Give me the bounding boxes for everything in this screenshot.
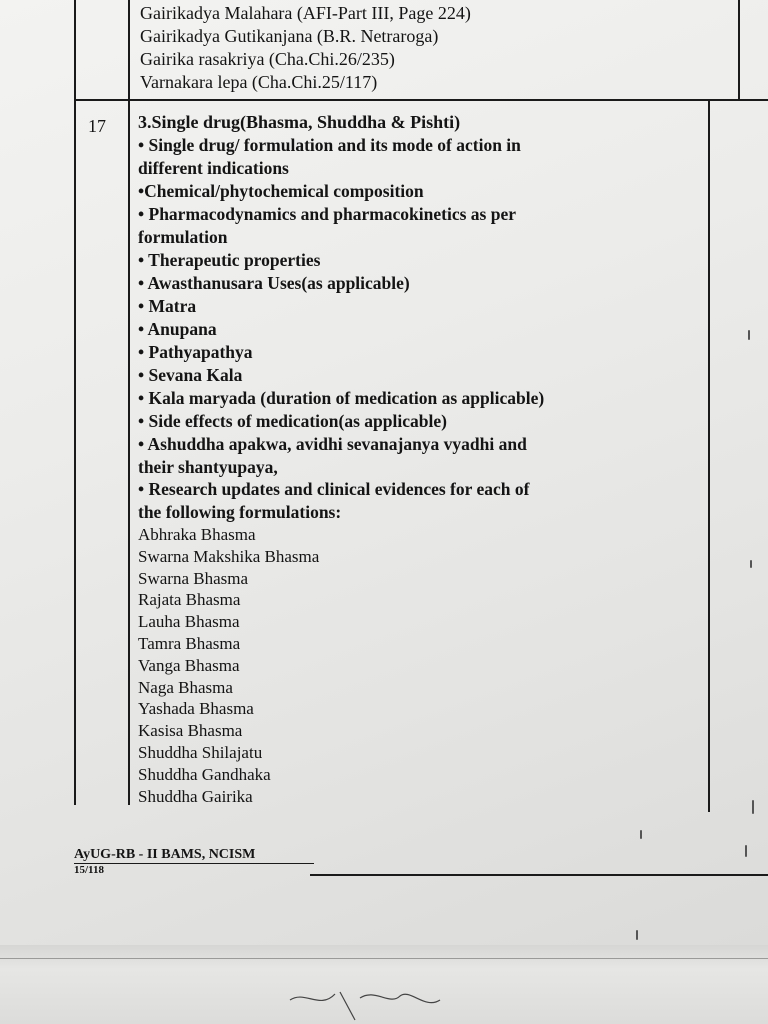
table-row-divider bbox=[74, 99, 768, 101]
page-number: 15/118 bbox=[74, 864, 104, 876]
paper-edge-line bbox=[0, 958, 768, 959]
formulation-item: Vanga Bhasma bbox=[138, 655, 240, 675]
footer-rule bbox=[74, 863, 314, 864]
scan-speck bbox=[752, 800, 754, 814]
scan-speck bbox=[748, 330, 750, 340]
bullet-line: • Single drug/ formulation and its mode of action in bbox=[138, 135, 521, 155]
row-content bbox=[138, 111, 698, 807]
bullet-line: • Pharmacodynamics and pharmacokinetics as per bbox=[138, 204, 517, 224]
bullet-line: formulation bbox=[138, 227, 228, 247]
bullet-line: • Kala maryada (duration of medication as applicable) bbox=[138, 388, 545, 408]
bullet-line: •Chemical/phytochemical composition bbox=[138, 181, 424, 201]
bullet-line: • Sevana Kala bbox=[138, 365, 243, 385]
continuation-line: Gairikadya Malahara (AFI-Part III, Page 224) bbox=[140, 3, 471, 23]
table-column-divider bbox=[128, 0, 130, 805]
formulation-item: Rajata Bhasma bbox=[138, 590, 241, 610]
table-right-border-lower bbox=[708, 100, 710, 812]
formulation-item: Tamra Bhasma bbox=[138, 633, 241, 653]
formulation-list bbox=[138, 524, 698, 807]
bullet-line: • Pathyapathya bbox=[138, 342, 253, 362]
scan-speck bbox=[636, 930, 638, 940]
formulation-item: Shuddha Gairika bbox=[138, 786, 253, 806]
formulation-item: Shuddha Gandhaka bbox=[138, 764, 271, 784]
table-left-border bbox=[74, 0, 76, 805]
bullet-line: • Ashuddha apakwa, avidhi sevanajanya vyadhi and bbox=[138, 434, 527, 454]
continuation-line: Gairikadya Gutikanjana (B.R. Netraroga) bbox=[140, 26, 439, 46]
handwritten-scribble bbox=[260, 980, 500, 1024]
bullet-line: • Side effects of medication(as applicable) bbox=[138, 411, 447, 431]
bullet-line: • Awasthanusara Uses(as applicable) bbox=[138, 273, 410, 293]
bullet-line: different indications bbox=[138, 158, 289, 178]
table-right-border bbox=[738, 0, 740, 100]
formulation-item: Yashada Bhasma bbox=[138, 699, 254, 719]
formulation-item: Abhraka Bhasma bbox=[138, 525, 256, 544]
formulation-item: Swarna Makshika Bhasma bbox=[138, 546, 320, 566]
continuation-line: Varnakara lepa (Cha.Chi.25/117) bbox=[140, 72, 378, 92]
section-heading: 3.Single drug(Bhasma, Shuddha & Pishti) bbox=[138, 112, 461, 132]
bullet-line: the following formulations: bbox=[138, 502, 342, 522]
bullet-line: • Research updates and clinical evidences for each of bbox=[138, 479, 530, 499]
formulation-item: Lauha Bhasma bbox=[138, 612, 240, 632]
bullet-line: • Anupana bbox=[138, 319, 217, 339]
row-number: 17 bbox=[88, 116, 106, 136]
footer-title: AyUG-RB - II BAMS, NCISM bbox=[74, 847, 256, 862]
formulation-item: Kasisa Bhasma bbox=[138, 721, 243, 741]
scan-speck bbox=[640, 830, 642, 839]
formulation-item: Swarna Bhasma bbox=[138, 568, 249, 588]
continuation-line: Gairika rasakriya (Cha.Chi.26/235) bbox=[140, 49, 395, 69]
scan-speck bbox=[745, 845, 747, 857]
bullet-line: • Therapeutic properties bbox=[138, 250, 321, 270]
scan-speck bbox=[750, 560, 752, 568]
bullet-line: their shantyupaya, bbox=[138, 457, 278, 477]
bullet-line: • Matra bbox=[138, 296, 197, 316]
formulation-item: Shuddha Shilajatu bbox=[138, 742, 263, 762]
formulation-item: Naga Bhasma bbox=[138, 677, 233, 697]
footer-line bbox=[310, 874, 768, 876]
